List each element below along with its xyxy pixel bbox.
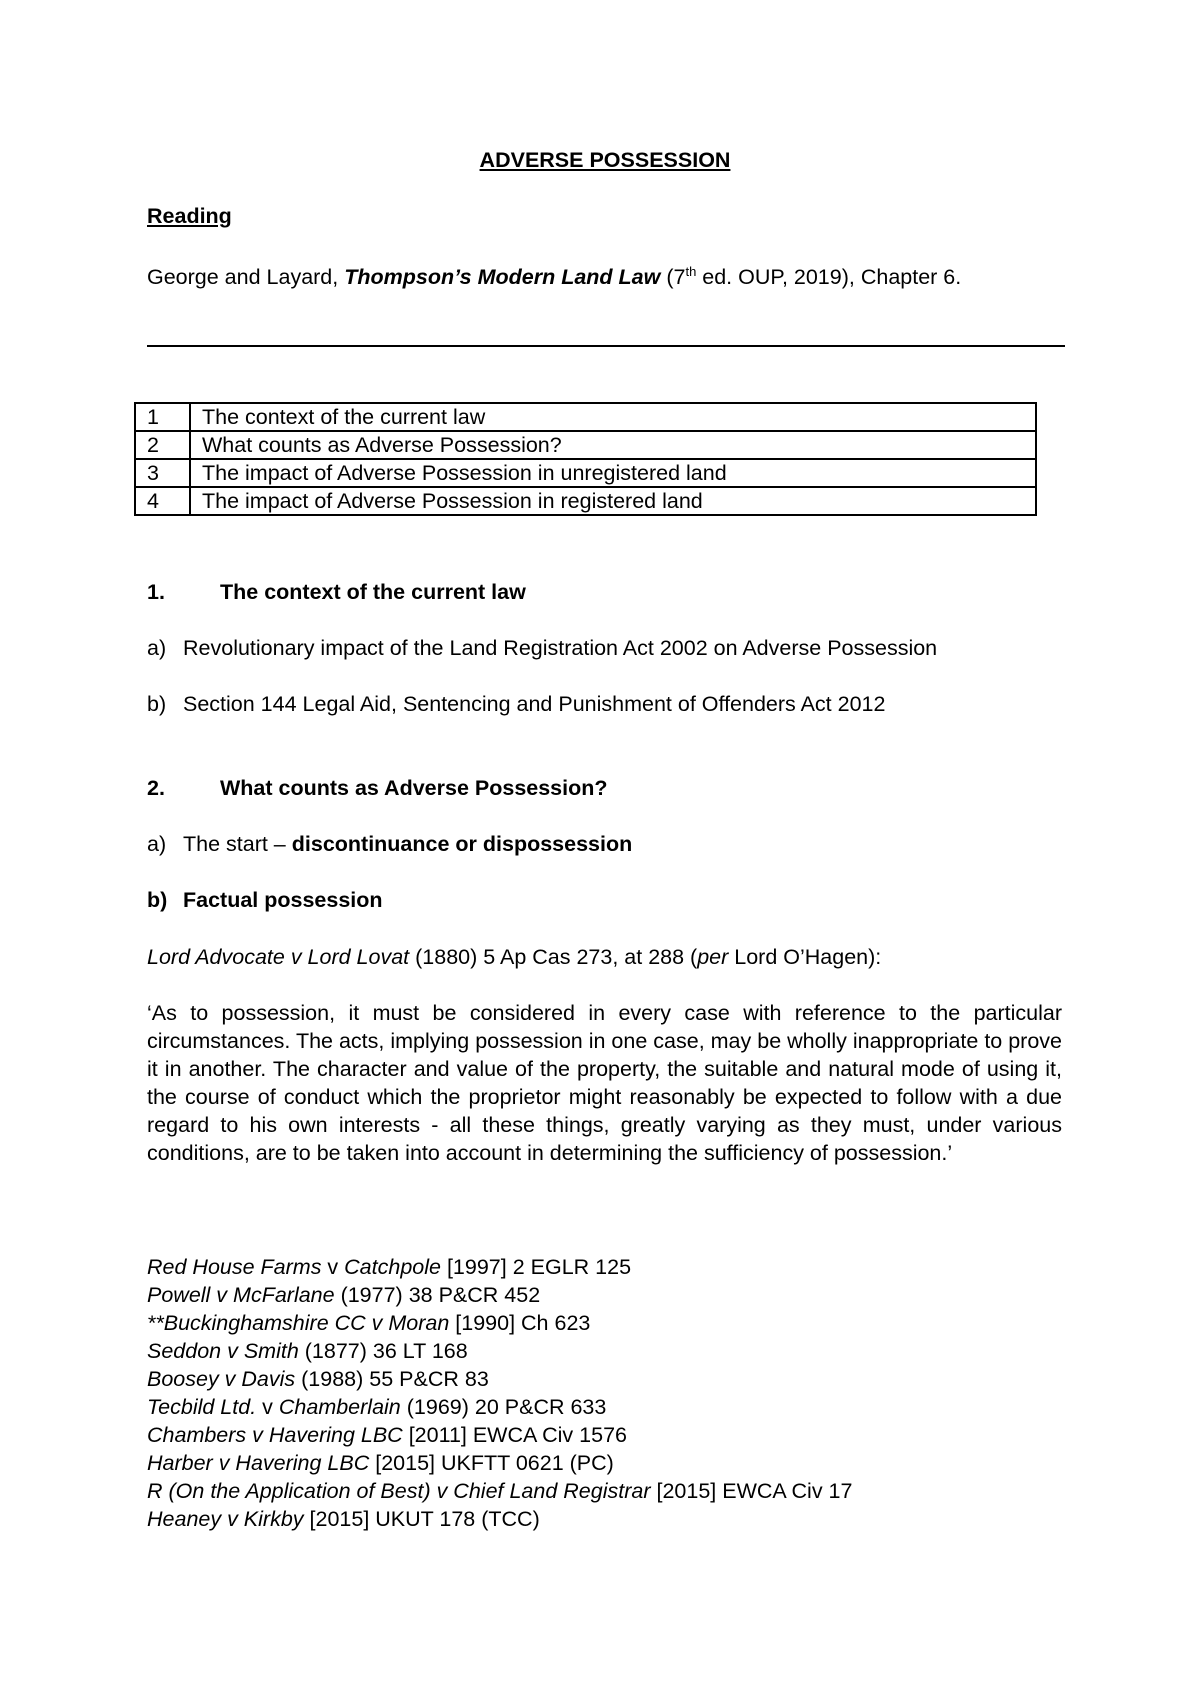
- table-cell-number: 3: [135, 459, 190, 487]
- case-name: Chambers v Havering LBC: [147, 1423, 403, 1447]
- list-item-label: b): [147, 692, 167, 716]
- reading-book-title: Thompson’s Modern Land Law: [344, 265, 661, 290]
- list-item: [147, 690, 885, 718]
- case-list-item: [147, 1449, 852, 1477]
- case-reference: [1990] Ch 623: [449, 1311, 591, 1335]
- case-reference: [2015] UKUT 178 (TCC): [303, 1507, 540, 1531]
- table-cell-topic: The context of the current law: [190, 403, 1036, 431]
- list-item-text: Factual possession: [183, 888, 383, 912]
- case-list-item: [147, 1505, 852, 1533]
- case-name: Red House Farms: [147, 1255, 322, 1279]
- section-2-heading: [147, 774, 608, 802]
- case-reference: (1977) 38 P&CR 452: [334, 1283, 541, 1307]
- section-title: The context of the current law: [220, 580, 526, 604]
- list-item-emphasis: discontinuance or dispossession: [291, 832, 633, 856]
- list-item-text: The start –: [183, 832, 292, 856]
- section-title: What counts as Adverse Possession?: [220, 776, 608, 800]
- case-versus: v: [321, 1255, 345, 1279]
- reading-edition-sup: th: [685, 264, 697, 279]
- case-reference: (1988) 55 P&CR 83: [295, 1367, 489, 1391]
- case-reference: [2011] EWCA Civ 1576: [402, 1423, 627, 1447]
- list-item: [147, 886, 383, 914]
- list-item-text: Revolutionary impact of the Land Registration Act 2002 on Adverse Possession: [183, 636, 938, 660]
- case-reference: (1877) 36 LT 168: [298, 1339, 468, 1363]
- case-name: Powell v McFarlane: [147, 1283, 335, 1307]
- page-title: ADVERSE POSSESSION: [479, 148, 731, 172]
- list-item: [147, 830, 632, 858]
- case-name: Heaney v Kirkby: [147, 1507, 304, 1531]
- list-item-label: a): [147, 636, 167, 660]
- case-list-item: [147, 1421, 852, 1449]
- case-reference: (1880) 5 Ap Cas 273, at 288 (: [409, 945, 698, 969]
- judicial-quote: ‘As to possession, it must be considered in every case with reference to the particular circumstances. The acts, implying possession in one case, may be wholly inappropriate to prove it in another. The character and value of the property, the suitable and natural mode of using it, the course of conduct which the proprietor might reasonably be expected to follow with a due regard to his own interests - all these things, greatly varying as they must, under various conditions, are to be taken into account in determining the sufficiency of possession.’: [147, 1001, 1062, 1165]
- reading-heading: Reading: [147, 204, 232, 228]
- horizontal-rule: [147, 345, 1065, 347]
- case-name: Chamberlain: [278, 1395, 401, 1419]
- reading-reference: [147, 258, 1064, 291]
- table-cell-topic: What counts as Adverse Possession?: [190, 431, 1036, 459]
- case-name: Tecbild Ltd.: [147, 1395, 257, 1419]
- case-name: Boosey v Davis: [147, 1367, 296, 1391]
- list-item-label: b): [147, 888, 168, 912]
- section-number: 2.: [147, 776, 165, 800]
- table-cell-number: 2: [135, 431, 190, 459]
- case-name: **Buckinghamshire CC v Moran: [147, 1311, 450, 1335]
- case-reference: [1997] 2 EGLR 125: [440, 1255, 632, 1279]
- table-row: [135, 487, 1036, 515]
- case-list: [147, 1253, 852, 1533]
- table-cell-topic: The impact of Adverse Possession in registered land: [190, 487, 1036, 515]
- section-1-heading: [147, 578, 526, 606]
- table-cell-number: 1: [135, 403, 190, 431]
- list-item-text: Section 144 Legal Aid, Sentencing and Punishment of Offenders Act 2012: [183, 692, 886, 716]
- case-list-item: [147, 1477, 852, 1505]
- reading-authors: George and Layard,: [147, 265, 345, 290]
- case-versus: v: [256, 1395, 279, 1419]
- table-cell-topic: The impact of Adverse Possession in unregistered land: [190, 459, 1036, 487]
- table-row: [135, 403, 1036, 431]
- list-item-label: a): [147, 832, 167, 856]
- table-row: [135, 431, 1036, 459]
- reading-edition-rest: ed. OUP, 2019), Chapter 6.: [696, 265, 962, 290]
- case-name: Lord Advocate v Lord Lovat: [147, 945, 410, 969]
- case-name: Seddon v Smith: [147, 1339, 299, 1363]
- case-name: Catchpole: [344, 1255, 441, 1279]
- list-item: [147, 634, 937, 662]
- case-list-item: [147, 1337, 852, 1365]
- case-list-item: [147, 1281, 852, 1309]
- section-number: 1.: [147, 580, 165, 604]
- case-citation: [147, 943, 881, 971]
- case-list-item: [147, 1365, 852, 1393]
- case-reference: [2015] EWCA Civ 17: [650, 1479, 853, 1503]
- table-row: [135, 459, 1036, 487]
- case-list-item: [147, 1393, 852, 1421]
- case-reference: (1969) 20 P&CR 633: [400, 1395, 607, 1419]
- citation-judge: Lord O’Hagen):: [728, 945, 882, 969]
- case-reference: [2015] UKFTT 0621 (PC): [369, 1451, 614, 1475]
- case-name: R (On the Application of Best) v Chief Land Registrar: [147, 1479, 651, 1503]
- case-list-item: [147, 1309, 852, 1337]
- case-list-item: [147, 1253, 852, 1281]
- reading-edition-open: (7: [660, 265, 686, 290]
- case-name: Harber v Havering LBC: [147, 1451, 370, 1475]
- citation-per: per: [697, 945, 729, 969]
- table-cell-number: 4: [135, 487, 190, 515]
- contents-table: [134, 402, 1037, 516]
